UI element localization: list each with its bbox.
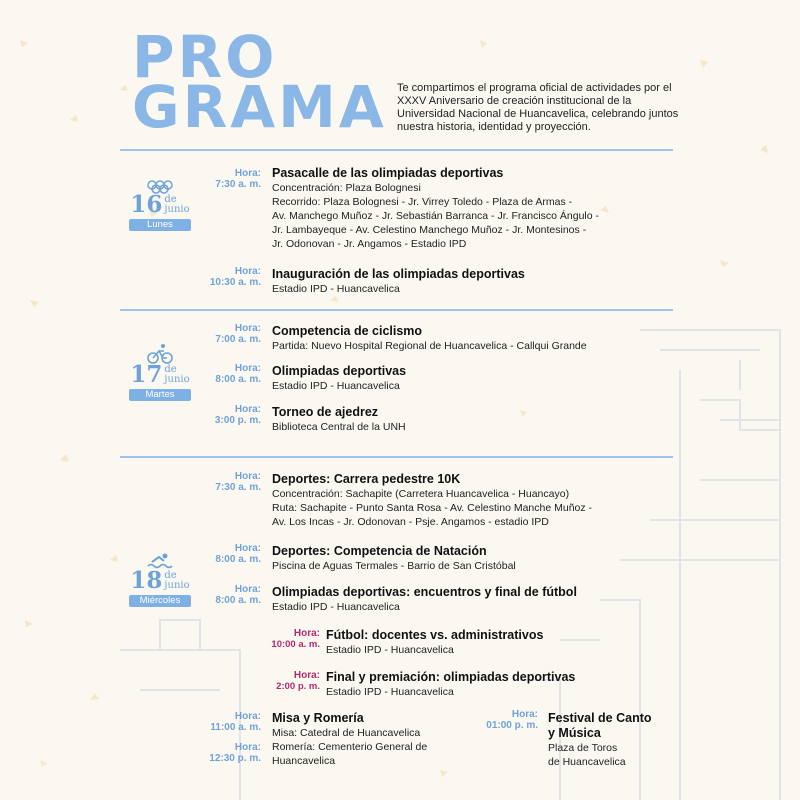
event-title: Fútbol: docentes vs. administrativos <box>326 628 544 642</box>
divider <box>120 149 673 151</box>
event-title: Torneo de ajedrez <box>272 405 379 419</box>
time-value: 7:00 a. m. <box>215 334 261 345</box>
event-title: Deportes: Carrera pedestre 10K <box>272 472 461 486</box>
time-value: 8:00 a. m. <box>215 554 261 565</box>
hora-label: Hora: <box>234 742 261 753</box>
day-month: junio <box>164 580 190 591</box>
hora-label: Hora: <box>234 266 261 277</box>
event-title: Deportes: Competencia de Natación <box>272 544 487 558</box>
time-value: 12:30 p. m. <box>209 753 261 764</box>
intro-text: Te compartimos el programa oficial de actividades por el XXXV Aniversario de creación institucional de la Universidad Nacional de Huancavelica, celebrando juntos nuestra historia, identidad y proyección. <box>397 82 679 133</box>
divider <box>120 309 673 311</box>
time-value: 8:00 a. m. <box>215 595 261 606</box>
event-item <box>326 628 543 657</box>
event-time <box>191 471 261 494</box>
event-line: Jr. Lambayeque - Av. Celestino Manchego Muñoz - Jr. Montesinos - <box>272 224 587 236</box>
event-line: Av. Manchego Muñoz - Jr. Sebastián Barranca - Jr. Francisco Ángulo - <box>272 210 600 222</box>
event-title: Final y premiación: olimpiadas deportivas <box>326 670 576 684</box>
event-time <box>250 670 320 693</box>
event-item <box>548 711 652 769</box>
title-line-2: GRAMA <box>132 73 387 141</box>
time-value: 7:30 a. m. <box>215 179 261 190</box>
event-time <box>191 742 261 765</box>
divider <box>120 456 673 458</box>
event-item <box>326 670 575 699</box>
hora-label: Hora: <box>234 584 261 595</box>
hora-label: Hora: <box>234 543 261 554</box>
event-line: Estadio IPD - Huancavelica <box>272 601 400 613</box>
event-line: Romería: Cementerio General de <box>272 741 428 753</box>
weekday-badge: Lunes <box>129 219 191 231</box>
day-de: de <box>164 570 177 581</box>
event-item <box>272 267 525 296</box>
event-item <box>272 711 427 768</box>
time-value: 7:30 a. m. <box>215 482 261 493</box>
event-title-line-2: y Música <box>548 726 601 740</box>
event-line: de Huancavelica <box>548 756 626 768</box>
event-line: Misa: Catedral de Huancavelica <box>272 727 421 739</box>
event-item <box>272 324 587 353</box>
day-number: 18 <box>130 567 163 594</box>
event-line: Estadio IPD - Huancavelica <box>272 283 400 295</box>
event-line: Estadio IPD - Huancavelica <box>326 686 454 698</box>
event-line: Recorrido: Plaza Bolognesi - Jr. Virrey Toledo - Plaza de Armas - <box>272 196 573 208</box>
time-value: 10:00 a. m. <box>271 639 320 650</box>
day-month: junio <box>164 374 190 385</box>
event-title: Competencia de ciclismo <box>272 324 423 338</box>
event-item <box>272 364 406 393</box>
time-value: 3:00 p. m. <box>214 415 261 426</box>
hora-label: Hora: <box>293 628 320 639</box>
event-line: Huancavelica <box>272 755 336 767</box>
day-17 <box>125 342 195 401</box>
day-de: de <box>164 364 177 375</box>
event-item <box>272 405 406 434</box>
event-time <box>191 584 261 607</box>
event-title: Inauguración de las olimpiadas deportivas <box>272 267 525 281</box>
event-line: Concentración: Sachapite (Carretera Huancavelica - Huancayo) <box>272 488 570 500</box>
event-time <box>191 168 261 191</box>
hora-label: Hora: <box>511 709 538 720</box>
hora-label: Hora: <box>234 404 261 415</box>
hora-label: Hora: <box>234 323 261 334</box>
event-line: Plaza de Toros <box>548 742 618 754</box>
event-title: Misa y Romería <box>272 711 364 725</box>
event-title: Olimpiadas deportivas <box>272 364 407 378</box>
hora-label: Hora: <box>293 670 320 681</box>
event-line: Piscina de Aguas Termales - Barrio de San Cristóbal <box>272 560 516 572</box>
event-time <box>250 628 320 651</box>
event-title: Pasacalle de las olimpiadas deportivas <box>272 166 504 180</box>
time-value: 01:00 p. m. <box>486 720 538 731</box>
event-line: Estadio IPD - Huancavelica <box>272 380 400 392</box>
page-title <box>132 23 387 141</box>
time-value: 10:30 a. m. <box>209 277 261 288</box>
event-time <box>191 404 261 427</box>
event-time <box>191 711 261 734</box>
hora-label: Hora: <box>234 711 261 722</box>
day-number: 17 <box>130 361 163 388</box>
day-month: junio <box>164 204 190 215</box>
weekday-badge: Miércoles <box>129 595 191 607</box>
event-item <box>272 472 592 529</box>
event-item <box>272 544 516 573</box>
event-line: Biblioteca Central de la UNH <box>272 421 406 433</box>
event-title: Olimpiadas deportivas: encuentros y final de fútbol <box>272 585 577 599</box>
time-value: 11:00 a. m. <box>210 722 261 733</box>
event-time <box>468 709 538 732</box>
day-16 <box>125 180 195 231</box>
event-line: Ruta: Sachapite - Punto Santa Rosa - Av. Celestino Manche Muñoz - <box>272 502 593 514</box>
event-time <box>191 543 261 566</box>
event-line: Concentración: Plaza Bolognesi <box>272 182 421 194</box>
hora-label: Hora: <box>234 471 261 482</box>
event-line: Estadio IPD - Huancavelica <box>326 644 454 656</box>
event-title: Festival de Canto <box>548 711 652 725</box>
event-time <box>191 363 261 386</box>
day-number: 16 <box>130 191 163 218</box>
event-item <box>272 585 577 614</box>
event-line: Partida: Nuevo Hospital Regional de Huancavelica - Callqui Grande <box>272 340 587 352</box>
time-value: 2:00 p. m. <box>276 681 320 692</box>
weekday-badge: Martes <box>129 389 191 401</box>
event-line: Av. Los Incas - Jr. Odonovan - Psje. Angamos - estadio IPD <box>272 516 549 528</box>
hora-label: Hora: <box>234 168 261 179</box>
hora-label: Hora: <box>234 363 261 374</box>
event-time <box>191 266 261 289</box>
event-time <box>191 323 261 346</box>
event-item <box>272 166 599 251</box>
title-line-1: PRO <box>132 23 278 91</box>
event-line: Jr. Odonovan - Jr. Angamos - Estadio IPD <box>272 238 467 250</box>
day-de: de <box>164 194 177 205</box>
time-value: 8:00 a. m. <box>215 374 261 385</box>
day-18 <box>125 552 195 607</box>
